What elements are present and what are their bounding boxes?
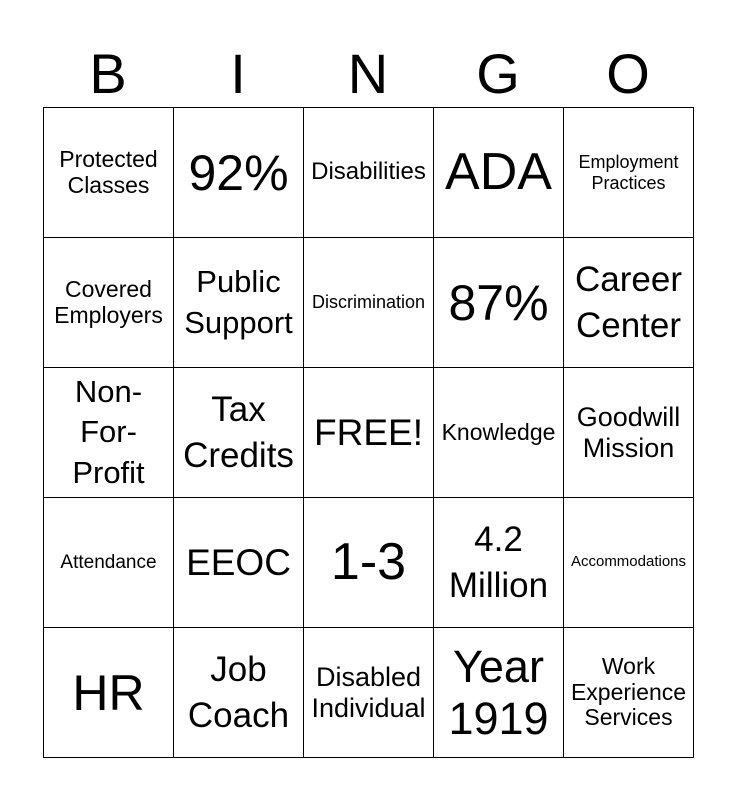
bingo-cell-r4-c3[interactable]: 1-3 bbox=[304, 498, 434, 628]
bingo-cell-r3-c2[interactable]: Tax Credits bbox=[174, 368, 304, 498]
bingo-board bbox=[43, 107, 694, 758]
bingo-cell-r2-c1[interactable]: Covered Employers bbox=[44, 238, 174, 368]
bingo-cell-r4-c4[interactable]: 4.2 Million bbox=[434, 498, 564, 628]
bingo-cell-r3-c4[interactable]: Knowledge bbox=[434, 368, 564, 498]
bingo-cell-r1-c3[interactable]: Disabilities bbox=[304, 108, 434, 238]
bingo-header bbox=[43, 40, 693, 108]
bingo-cell-r4-c5[interactable]: Accommodations bbox=[564, 498, 694, 628]
bingo-cell-r1-c2[interactable]: 92% bbox=[174, 108, 304, 238]
bingo-cell-r5-c2[interactable]: Job Coach bbox=[174, 628, 304, 758]
header-letter-n: N bbox=[347, 42, 389, 105]
bingo-cell-r3-c3-free[interactable]: FREE! bbox=[304, 368, 434, 498]
header-letter-o: O bbox=[606, 42, 650, 105]
bingo-cell-r5-c3[interactable]: Disabled Individual bbox=[304, 628, 434, 758]
bingo-cell-r2-c5[interactable]: Career Center bbox=[564, 238, 694, 368]
bingo-cell-r2-c3[interactable]: Discrimination bbox=[304, 238, 434, 368]
bingo-cell-r2-c4[interactable]: 87% bbox=[434, 238, 564, 368]
bingo-cell-r4-c2[interactable]: EEOC bbox=[174, 498, 304, 628]
bingo-cell-r5-c4[interactable]: Year 1919 bbox=[434, 628, 564, 758]
bingo-cell-r3-c5[interactable]: Goodwill Mission bbox=[564, 368, 694, 498]
bingo-cell-r1-c1[interactable]: Protected Classes bbox=[44, 108, 174, 238]
header-letter-b: B bbox=[89, 42, 127, 105]
bingo-cell-r1-c5[interactable]: Employment Practices bbox=[564, 108, 694, 238]
bingo-cell-r2-c2[interactable]: Public Support bbox=[174, 238, 304, 368]
bingo-cell-r3-c1[interactable]: Non- For- Profit bbox=[44, 368, 174, 498]
header-letter-i: I bbox=[230, 42, 246, 105]
bingo-cell-r5-c5[interactable]: Work Experience Services bbox=[564, 628, 694, 758]
bingo-cell-r5-c1[interactable]: HR bbox=[44, 628, 174, 758]
bingo-cell-r1-c4[interactable]: ADA bbox=[434, 108, 564, 238]
header-letter-g: G bbox=[476, 42, 520, 105]
bingo-cell-r4-c1[interactable]: Attendance bbox=[44, 498, 174, 628]
